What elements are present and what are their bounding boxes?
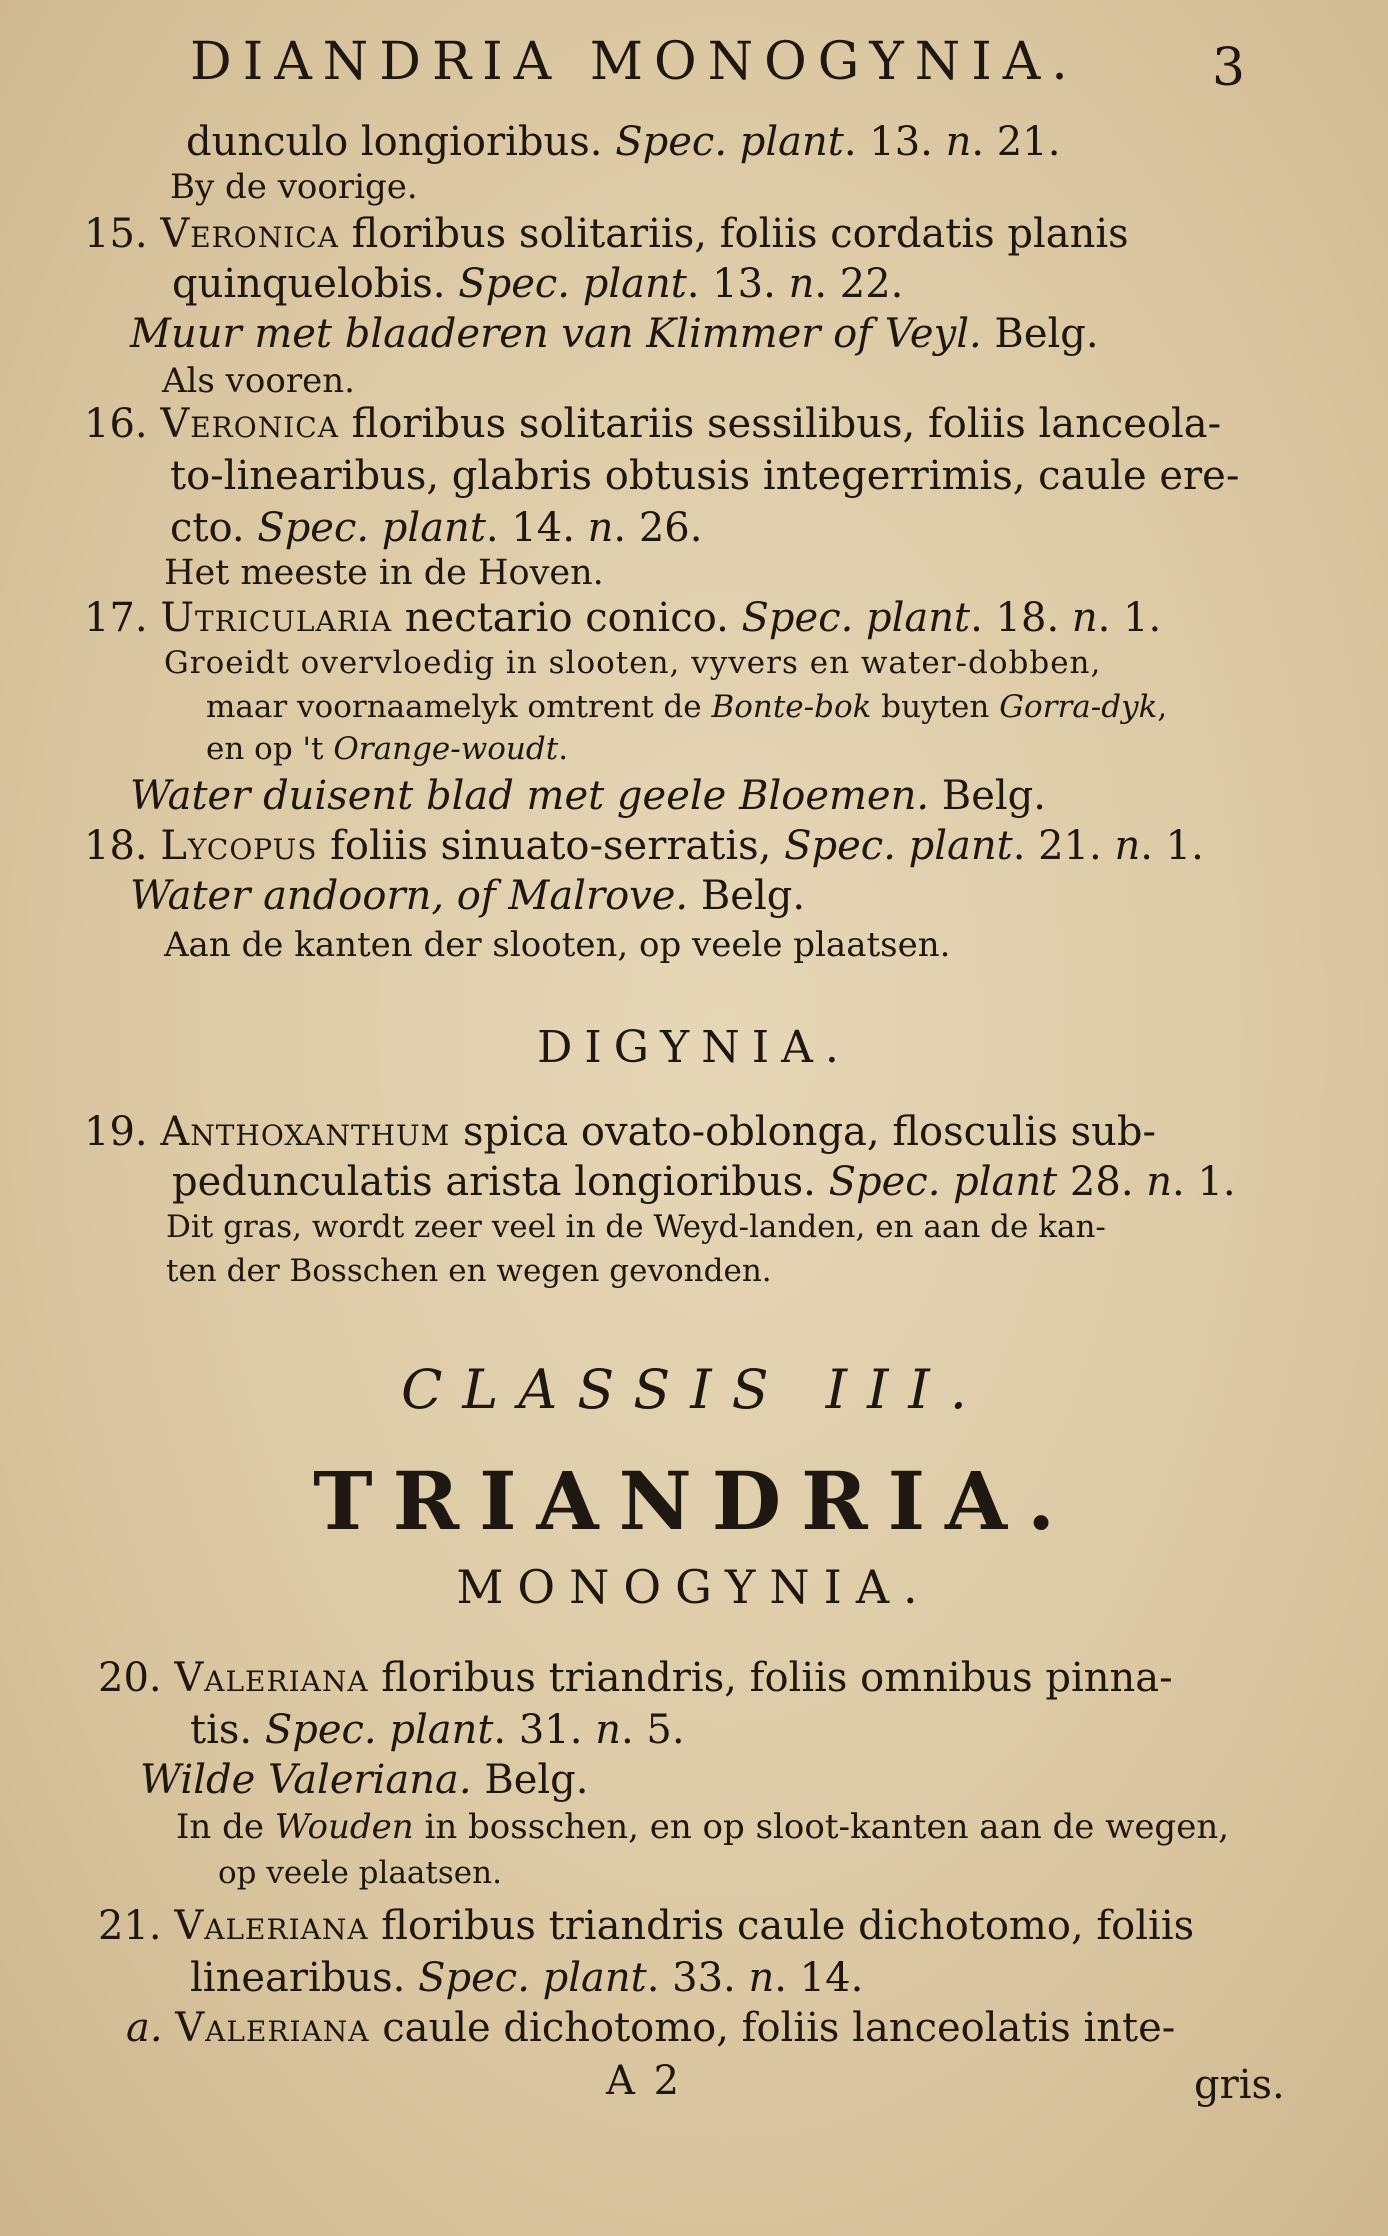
habitat-note: Als vooren. xyxy=(162,361,355,401)
entry-text: linearibus. xyxy=(190,1955,419,2001)
number-abbrev: n xyxy=(1071,595,1098,641)
habitat-text: In de xyxy=(176,1807,275,1847)
entry-text: quinquelobis. xyxy=(172,261,459,307)
entry-number: 17. xyxy=(84,595,148,641)
classis-heading: CLASSIS III. xyxy=(401,1358,987,1421)
entry-18 xyxy=(84,823,1204,869)
entry-text: floribus solitariis sessilibus, foliis lanceola- xyxy=(338,401,1222,447)
entry-text: . 21. xyxy=(971,119,1061,165)
entry-text: . 13. xyxy=(686,261,789,307)
habitat-note: Groeidt overvloedig in slooten, vyvers en water-dobben, xyxy=(164,645,1102,681)
dutch-name xyxy=(130,873,806,919)
place-name: Orange-woudt xyxy=(333,731,559,767)
entry-17 xyxy=(84,595,1162,641)
entry-16-line-2: to-linearibus, glabris obtusis integerrimis, caule ere- xyxy=(170,453,1240,499)
vernacular-name: Water andoorn, of Malrove. xyxy=(130,873,689,919)
entry-text: . 22. xyxy=(814,261,904,307)
entry-text: floribus triandris, foliis omnibus pinna- xyxy=(368,1655,1173,1701)
entry-14-continuation xyxy=(186,119,1061,165)
entry-text: . 14. xyxy=(774,1955,864,2001)
language-tag: Belg. xyxy=(981,311,1099,357)
entry-15-line-2 xyxy=(172,261,904,307)
entry-16-line-3 xyxy=(170,505,703,551)
number-abbrev: n xyxy=(595,1707,621,1753)
number-abbrev: n xyxy=(1114,823,1141,869)
number-abbrev: n xyxy=(587,505,614,551)
species-plantarum-ref: Spec. plant xyxy=(264,1707,494,1753)
class-name-heading: TRIANDRIA. xyxy=(313,1454,1075,1548)
language-tag: Belg. xyxy=(929,773,1046,819)
entry-16 xyxy=(84,401,1222,447)
habitat-note: ten der Bosschen en wegen gevonden. xyxy=(166,1253,772,1289)
entry-text: dunculo longioribus. xyxy=(186,119,616,165)
species-plantarum-ref: Spec. plant xyxy=(741,595,971,641)
entry-text: . 31. xyxy=(493,1707,596,1753)
habitat-note xyxy=(176,1807,1230,1847)
vernacular-name: Muur met blaaderen van Klimmer of Veyl. xyxy=(130,311,982,357)
number-abbrev: n xyxy=(1146,1159,1173,1205)
entry-20-line-2 xyxy=(190,1707,685,1753)
habitat-text: buyten xyxy=(871,689,1000,725)
number-abbrev: n xyxy=(945,119,972,165)
entry-number: 19. xyxy=(84,1109,148,1155)
order-heading: MONOGYNIA. xyxy=(456,1560,932,1614)
order-heading: DIGYNIA. xyxy=(537,1022,851,1073)
entry-text: . 18. xyxy=(970,595,1072,641)
entry-text: . 5. xyxy=(620,1707,685,1753)
habitat-note: op veele plaatsen. xyxy=(218,1855,502,1891)
habitat-note xyxy=(206,731,569,767)
habitat-text: in bosschen, en op sloot-kanten aan de wegen, xyxy=(413,1807,1230,1847)
entry-number: 16. xyxy=(84,401,148,447)
entry-text: pedunculatis arista longioribus. xyxy=(172,1159,829,1205)
entry-text: . 1. xyxy=(1097,595,1162,641)
genus-name: Lycopus xyxy=(160,823,318,869)
entry-text: . 21. xyxy=(1012,823,1115,869)
catchword: gris. xyxy=(1194,2062,1285,2108)
language-tag: Belg. xyxy=(471,1757,589,1803)
genus-name: Valeriana xyxy=(174,1655,369,1701)
variety-letter: a. xyxy=(126,2005,163,2051)
entry-text: tis. xyxy=(190,1707,265,1753)
entry-text: floribus solitariis, foliis cordatis planis xyxy=(338,211,1129,257)
entry-text: . 26. xyxy=(613,505,703,551)
entry-text: caule dichotomo, foliis lanceolatis inte- xyxy=(369,2005,1176,2051)
entry-text: . 1. xyxy=(1172,1159,1236,1205)
printer-signature: A 2 xyxy=(606,2058,683,2104)
entry-19-line-2 xyxy=(172,1159,1236,1205)
species-plantarum-ref: Spec. plant xyxy=(784,823,1013,869)
entry-text: . 13. xyxy=(843,119,946,165)
vernacular-name: Wilde Valeriana. xyxy=(140,1757,472,1803)
entry-19 xyxy=(84,1109,1157,1155)
genus-name: Valeriana xyxy=(174,1903,369,1949)
vernacular-name: Water duisent blad met geele Bloemen. xyxy=(130,773,930,819)
entry-text: nectario conico. xyxy=(392,595,742,641)
variety-a xyxy=(126,2005,1176,2051)
habitat-text: , xyxy=(1157,689,1168,725)
entry-text: floribus triandris caule dichotomo, foliis xyxy=(368,1903,1195,1949)
genus-name: Anthoxanthum xyxy=(160,1109,451,1155)
entry-number: 20. xyxy=(98,1655,162,1701)
entry-text: 28. xyxy=(1057,1159,1147,1205)
genus-name: Utricularia xyxy=(160,595,393,641)
genus-name: Veronica xyxy=(160,211,339,257)
species-plantarum-ref: Spec. plant xyxy=(458,261,687,307)
habitat-note xyxy=(206,689,1168,725)
genus-name: Veronica xyxy=(160,401,339,447)
genus-name: Valeriana xyxy=(175,2005,370,2051)
place-name: Wouden xyxy=(274,1807,414,1847)
entry-21 xyxy=(98,1903,1195,1949)
number-abbrev: n xyxy=(748,1955,775,2001)
species-plantarum-ref: Spec. plant xyxy=(257,505,486,551)
habitat-note: By de voorige. xyxy=(170,167,418,207)
habitat-text: en op 't xyxy=(206,731,334,767)
species-plantarum-ref: Spec. plant xyxy=(828,1159,1058,1205)
entry-20 xyxy=(98,1655,1173,1701)
habitat-text: . xyxy=(558,731,569,767)
entry-text: foliis sinuato-serratis, xyxy=(317,823,785,869)
entry-15 xyxy=(84,211,1129,257)
habitat-note: Aan de kanten der slooten, op veele plaatsen. xyxy=(164,925,951,965)
dutch-name xyxy=(130,311,1099,357)
running-head: DIANDRIA MONOGYNIA. xyxy=(190,32,1079,92)
entry-text: . 14. xyxy=(485,505,588,551)
entry-text: cto. xyxy=(170,505,258,551)
entry-text: spica ovato-oblonga, flosculis sub- xyxy=(450,1109,1157,1155)
species-plantarum-ref: Spec. plant xyxy=(418,1955,647,2001)
entry-number: 21. xyxy=(98,1903,162,1949)
entry-text: . 1. xyxy=(1140,823,1204,869)
dutch-name xyxy=(140,1757,589,1803)
place-name: Bonte-bok xyxy=(711,689,872,725)
language-tag: Belg. xyxy=(688,873,806,919)
dutch-name xyxy=(130,773,1046,819)
place-name: Gorra-dyk xyxy=(999,689,1158,725)
habitat-note: Het meeste in de Hoven. xyxy=(164,553,604,593)
entry-number: 15. xyxy=(84,211,148,257)
species-plantarum-ref: Spec. plant xyxy=(615,119,844,165)
entry-text: . 33. xyxy=(646,1955,749,2001)
habitat-text: maar voornaamelyk omtrent de xyxy=(206,689,712,725)
entry-number: 18. xyxy=(84,823,148,869)
entry-21-line-2 xyxy=(190,1955,864,2001)
page-number: 3 xyxy=(1212,38,1246,98)
number-abbrev: n xyxy=(788,261,815,307)
habitat-note: Dit gras, wordt zeer veel in de Weyd-landen, en aan de kan- xyxy=(166,1209,1106,1245)
